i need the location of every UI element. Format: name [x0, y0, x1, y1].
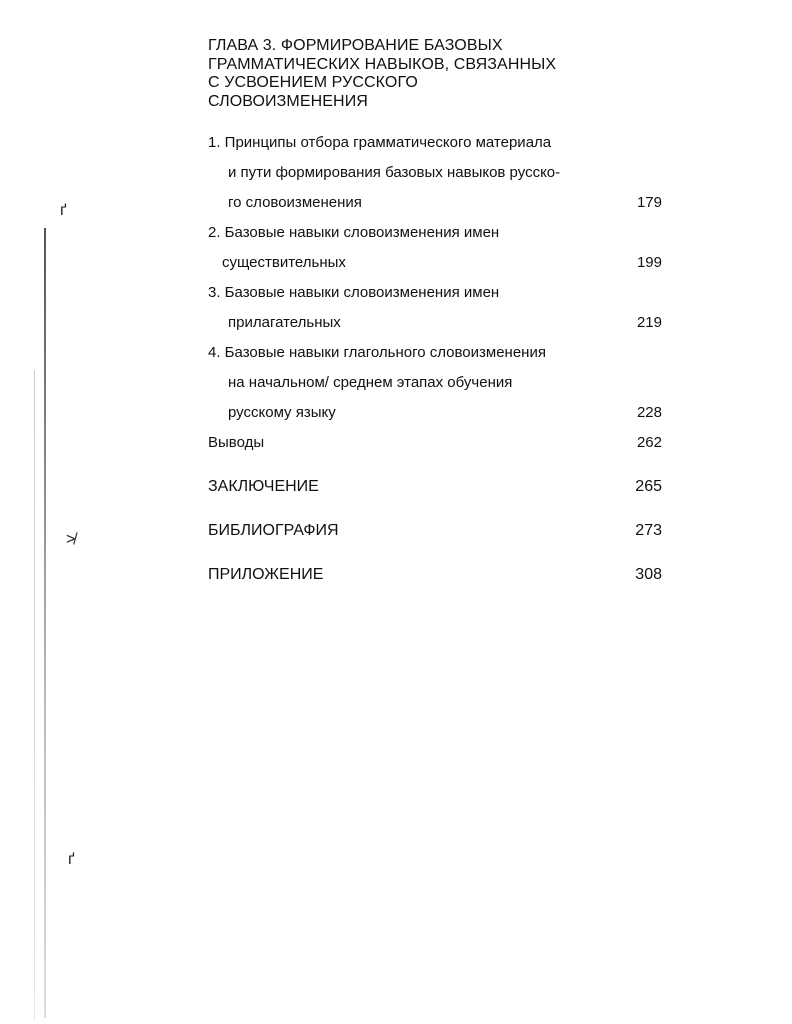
- toc-entry-line: [208, 158, 664, 188]
- toc-major-entry: [208, 560, 664, 604]
- toc-entry-line: [208, 278, 664, 308]
- scan-speck-mark: ≯: [66, 531, 76, 548]
- toc-page-number: 199: [636, 254, 662, 271]
- toc-entry-text: русскому языку: [228, 404, 336, 421]
- toc-entry-text: и пути формирования базовых навыков русско-: [228, 164, 561, 181]
- toc-entry-text: 3. Базовые навыки словоизменения имен: [208, 284, 500, 301]
- toc-major-label: БИБЛИОГРАФИЯ: [208, 522, 339, 539]
- toc-major-entry: [208, 516, 664, 560]
- toc-page-number: 219: [636, 314, 662, 331]
- chapter-title-line: ГЛАВА 3. ФОРМИРОВАНИЕ БАЗОВЫХ: [208, 37, 503, 54]
- toc-entry-line: [208, 188, 664, 218]
- scan-speck-mark: ґ: [68, 851, 75, 868]
- chapter-title-line: С УСВОЕНИЕМ РУССКОГО: [208, 74, 418, 91]
- chapter-title-line: СЛОВОИЗМЕНЕНИЯ: [208, 92, 368, 110]
- toc-entry-text: существительных: [222, 254, 346, 271]
- toc-entry-text: 1. Принципы отбора грамматического материала: [208, 134, 552, 151]
- toc-entry-text: на начальном/ среднем этапах обучения: [228, 374, 513, 391]
- toc-entry-text: 2. Базовые навыки словоизменения имен: [208, 224, 500, 241]
- toc-major-label: ЗАКЛЮЧЕНИЕ: [208, 478, 319, 495]
- toc-page-number: 228: [636, 404, 662, 421]
- toc-entry-text: прилагательных: [228, 314, 341, 331]
- toc-entry-text: 4. Базовые навыки глагольного словоизменения: [208, 344, 546, 361]
- toc-entry-line: [208, 398, 664, 428]
- toc-page-number: 273: [635, 522, 662, 539]
- toc-page-number: 265: [635, 478, 662, 495]
- chapter-title: [208, 37, 608, 111]
- toc-entry-line: [208, 308, 664, 338]
- toc-page-number: 308: [635, 566, 662, 583]
- toc-page-number: 179: [636, 194, 662, 211]
- toc-entry-line: [208, 428, 664, 472]
- toc-major-label: ПРИЛОЖЕНИЕ: [208, 566, 324, 583]
- toc-page-number: 262: [636, 434, 662, 451]
- chapter-title-line: ГРАММАТИЧЕСКИХ НАВЫКОВ, СВЯЗАННЫХ: [208, 55, 557, 73]
- toc-entry-line: [208, 338, 664, 368]
- toc-entry-line: [208, 218, 664, 248]
- toc-entry-line: [208, 248, 664, 278]
- toc-major-entry: [208, 472, 664, 516]
- toc-entry-text: Выводы: [208, 434, 265, 451]
- toc-entry-line: [208, 128, 664, 158]
- toc-entry-text: го словоизменения: [228, 194, 362, 211]
- table-of-contents: [208, 128, 664, 604]
- scan-speck-mark: ґ: [60, 202, 67, 219]
- toc-entry-line: [208, 368, 664, 398]
- scan-edge-artifact-faint: [34, 370, 35, 1020]
- scan-edge-artifact: [44, 228, 46, 1018]
